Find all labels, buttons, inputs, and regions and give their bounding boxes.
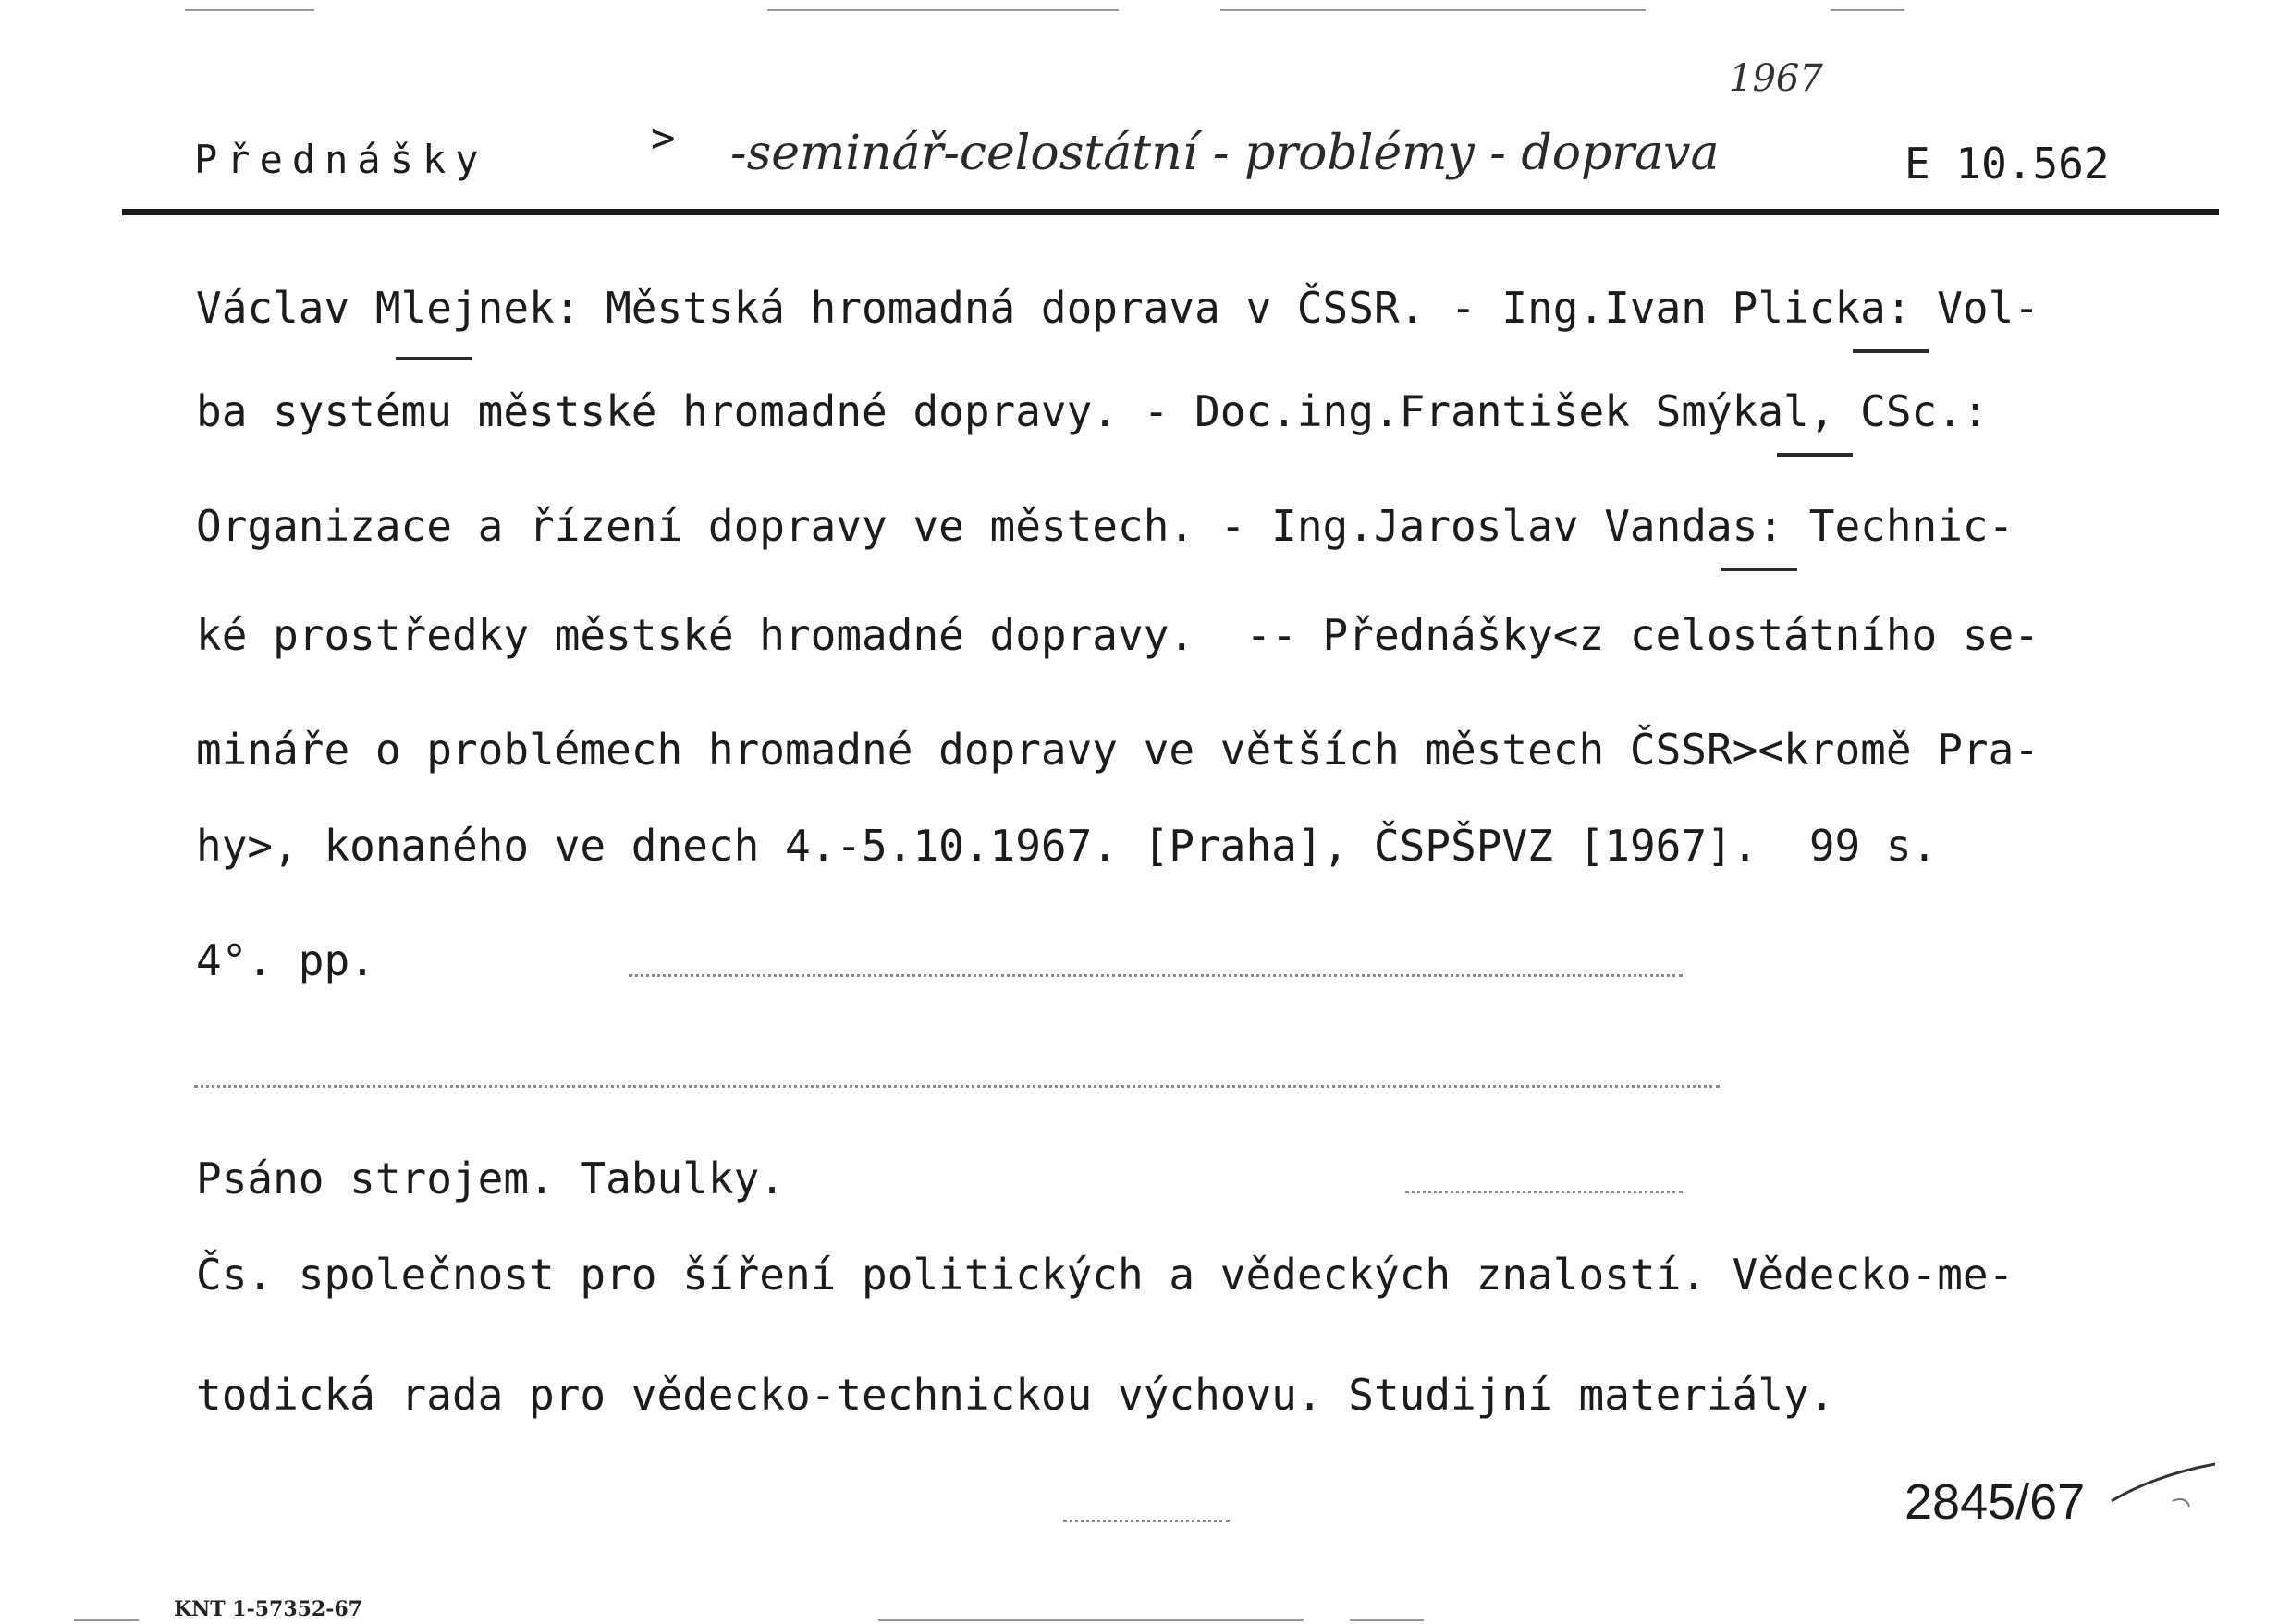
- entry-line-5: mináře o problémech hromadné dopravy ve větších městech ČSSR><kromě Pra-: [196, 725, 2039, 775]
- note-line-2: Čs. společnost pro šíření politických a vědeckých znalostí. Vědecko-me-: [196, 1250, 2015, 1300]
- pen-stroke: [2108, 1460, 2219, 1516]
- handwritten-subjects: -seminář-celostátní - problémy - doprava: [730, 126, 1720, 181]
- imprint-publisher: ČSPŠPVZ: [1373, 821, 1553, 871]
- scan-noise: [1063, 1520, 1230, 1522]
- scan-mark: [185, 9, 314, 11]
- entry-line-2: ba systému městské hromadné dopravy. - Doc.ing.František Smýkal, CSc.:: [196, 386, 1989, 436]
- underline-mark: [1777, 453, 1853, 457]
- underline-mark: [1721, 568, 1797, 571]
- imprint-year: [1967]: [1578, 821, 1733, 871]
- scan-noise: [1405, 1191, 1683, 1193]
- heading-arrow: >: [651, 115, 676, 162]
- scan-mark: [878, 1619, 1304, 1621]
- note-line-1: Psáno strojem. Tabulky.: [196, 1154, 785, 1203]
- entry-line-4: ké prostředky městské hromadné dopravy. -- Přednášky<z celostátního se-: [196, 610, 2039, 660]
- scan-noise: [629, 974, 1683, 977]
- scan-noise: [194, 1085, 1720, 1088]
- underline-mark: [396, 357, 472, 360]
- scan-mark: [1831, 9, 1904, 11]
- underline-mark: [1853, 349, 1929, 353]
- entry-line-1: Václav Mlejnek: Městská hromadná doprava v ČSSR. - Ing.Ivan Plicka: Vol-: [196, 283, 2039, 333]
- call-number: E 10.562: [1904, 139, 2110, 189]
- subject-heading: Přednášky: [194, 137, 488, 182]
- entry-line-3: Organizace a řízení dopravy ve městech. - Ing.Jaroslav Vandas: Technic-: [196, 501, 2015, 551]
- scan-mark: [74, 1619, 139, 1621]
- accession-number: 2845/67: [1904, 1474, 2086, 1530]
- imprint-pages: 99 s.: [1808, 821, 1938, 871]
- note-line-3: todická rada pro vědecko-technickou výchovu. Studijní materiály.: [196, 1370, 1835, 1420]
- entry-line-6-text: hy>, konaného ve dnech 4.-5.10.1967.: [196, 821, 1118, 871]
- header-rule: [122, 209, 2219, 215]
- scan-mark: [1220, 9, 1646, 11]
- entry-line-6: hy>, konaného ve dnech 4.-5.10.1967. [Praha], ČSPŠPVZ [1967]. 99 s.: [196, 821, 1938, 871]
- footer-print-code: KNT 1-57352-67: [174, 1597, 362, 1621]
- entry-line-7: 4°. pp.: [196, 935, 375, 985]
- imprint-place: [Praha]: [1143, 821, 1323, 871]
- scan-mark: [1350, 1619, 1424, 1621]
- handwritten-year: 1967: [1729, 57, 1823, 100]
- scan-mark: [767, 9, 1119, 11]
